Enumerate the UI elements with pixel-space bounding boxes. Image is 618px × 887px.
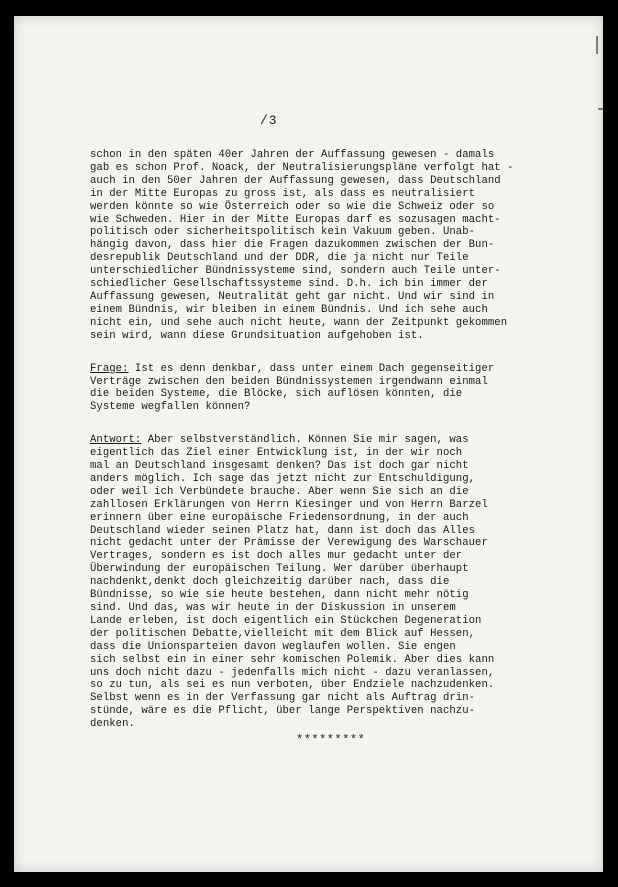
text-line: gab es schon Prof. Noack, der Neutralisierungspläne verfolgt hat - [90,161,514,174]
document-page [14,16,603,872]
text-line: Überwindung der europäischen Teilung. Wer darüber überhaupt [90,563,469,576]
text-line: Vertrages, sondern es ist doch alles mur gedacht unter der [90,550,463,563]
text-line: politisch oder sicherheitspolitisch kein Vakuum geben. Unab- [90,226,476,239]
text-line: hängig davon, dass hier die Fragen dazukommen zwischen der Bun- [90,239,495,252]
scan-mark [598,108,604,110]
text-line-first [90,363,580,376]
text-line: unterschiedlicher Bündnissysteme sind, sondern auch Teile unter- [90,265,501,278]
paragraph-question [90,363,580,415]
text-line: schiedlicher Gesellschaftssysteme sind. D.h. ich bin immer der [90,278,488,291]
text-line: Selbst wenn es in der Verfassung gar nicht als Auftrag drin- [90,692,476,705]
answer-label: Antwort: [90,434,142,447]
text-line: Lande erleben, ist doch eigentlich ein Stückchen Degeneration [90,614,482,627]
text-line: in der Mitte Europas zu gross ist, als dass es neutralisiert [90,187,476,200]
paragraph-intro [90,149,580,343]
text-line: Systeme wegfallen können? [90,401,251,414]
page-number: /3 [260,113,278,128]
scan-mark [596,36,598,54]
text-line: Bündnisse, so wie sie heute bestehen, dann nicht mehr nötig [90,589,469,602]
text-line: sich selbst ein in einer sehr komischen Polemik. Aber dies kann [90,653,495,666]
text-line: sind. Und das, was wir heute in der Diskussion in unserem [90,602,456,614]
text-line: die beiden Systeme, die Blöcke, sich auflösen könnten, die [90,388,463,401]
text-line: der politischen Debatte,vielleicht mit dem Blick auf Hessen, [90,627,476,640]
text-line: werden könnte so wie Österreich oder so wie die Schweiz oder so [90,200,495,213]
text-line: eigentlich das Ziel einer Entwicklung ist, in der wir noch [90,447,463,460]
text-line: zahllosen Erklärungen von Herrn Kiesinger und von Herrn Barzel [90,498,488,511]
text-line: dass die Unionsparteien davon weglaufen wollen. Sie engen [90,640,456,653]
text-line: denken. [90,718,135,731]
text-line: Verträge zwischen den beiden Bündnissystemen irgendwann einmal [90,375,488,388]
text-line-rest: Aber selbstverständlich. Können Sie mir sagen, was [141,434,469,447]
text-line: erinnern über eine europäische Friedensordnung, in der auch [90,511,469,524]
question-label: Frage: [90,362,129,375]
text-line: desrepublik Deutschland und der DDR, die ja nicht nur Teile [90,252,469,265]
text-line: mal an Deutschland insgesamt denken? Das ist doch gar nicht [90,460,469,473]
document-body [90,149,580,751]
text-line: einem Bündnis, wir bleiben in einem Bündnis. Und ich sehe auch [90,303,488,316]
text-line: wie Schweden. Hier in der Mitte Europas darf es sozusagen macht- [90,213,501,226]
text-line: nicht ein, und sehe auch nicht heute, wann der Zeitpunkt gekommen [90,316,508,329]
text-line: stünde, wäre es die Pflicht, über lange Perspektiven nachzu- [90,705,476,718]
text-line: nicht gedacht unter der Prämisse der Verewigung des Warschauer [90,537,488,550]
text-line: uns doch nicht dazu - jedenfalls mich nicht - dazu veranlassen, [90,666,495,679]
text-line-rest: Ist es denn denkbar, dass unter einem Dach gegenseitiger [128,362,495,375]
text-line: nachdenkt,denkt doch gleichzeitig darüber nach, dass die [90,576,450,589]
paragraph-answer [90,434,580,731]
text-line-first [90,434,580,447]
text-line: so zu tun, als sei es nun verboten, über Endziele nachzudenken. [90,679,495,692]
text-line: oder weil ich Verbündete brauche. Aber wenn Sie sich an die [90,485,469,498]
text-line: schon in den späten 40er Jahren der Auffassung gewesen - damals [90,149,495,161]
text-line: sein wird, wann diese Grundsituation aufgehoben ist. [90,329,424,342]
text-line: Auffassung gewesen, Neutralität geht gar nicht. Und wir sind in [90,290,495,303]
text-line: auch in den 50er Jahren der Auffassung gewesen, dass Deutschland [90,174,501,187]
text-line: Deutschland wieder seinen Platz hat, dann ist doch das Alles [90,524,476,537]
end-mark: ********* [296,733,366,747]
text-line: anders möglich. Ich sage das jetzt nicht zur Entschuldigung, [90,472,476,485]
